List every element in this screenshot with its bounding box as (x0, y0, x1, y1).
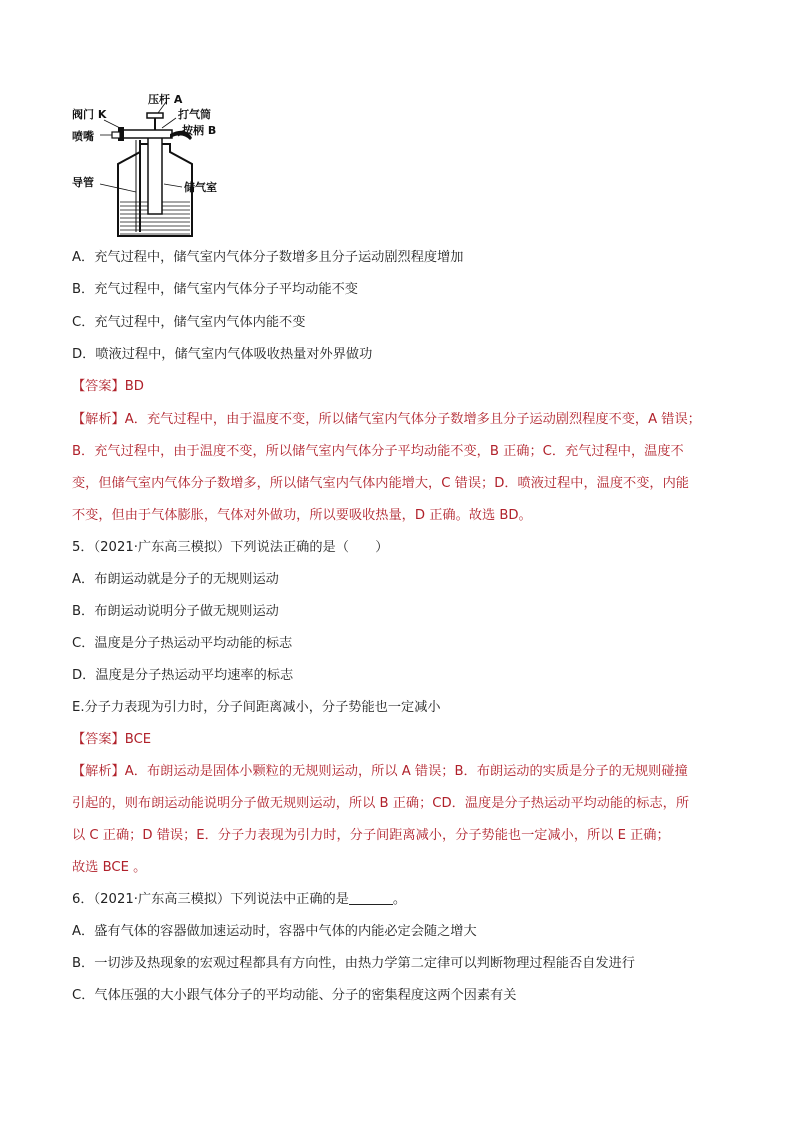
q5-option-b: B．布朗运动说明分子做无规则运动 (72, 604, 279, 619)
label-rod: 压杆 A (148, 93, 183, 106)
analysis-tag: 【解析】 (72, 764, 125, 779)
sprayer-drawing (72, 93, 228, 242)
label-chamber: 储气室 (184, 181, 217, 194)
answer-value: BCE (124, 732, 152, 747)
label-pump: 打气筒 (178, 108, 211, 121)
q4-analysis-line-1: 【解析】A．充气过程中，由于温度不变，所以储气室内气体分子数增多且分子运动剧烈程度不变，A 错误； (72, 412, 701, 427)
answer-blank (349, 890, 393, 905)
q4-option-a: A．充气过程中，储气室内气体分子数增多且分子运动剧烈程度增加 (72, 250, 464, 265)
q4-option-d: D．喷液过程中，储气室内气体吸收热量对外界做功 (72, 347, 373, 362)
q4-analysis-line-4: 不变，但由于气体膨胀，气体对外做功，所以要吸收热量，D 正确。故选 BD。 (72, 508, 532, 523)
analysis-tag: 【解析】 (72, 412, 125, 427)
pump-cylinder (148, 134, 162, 214)
answer-tag: 【答案】 (72, 732, 125, 747)
q5-option-e: E.分子力表现为引力时，分子间距离减小，分子势能也一定减小 (72, 700, 441, 715)
q4-answer (72, 377, 732, 397)
q4-option-c: C．充气过程中，储气室内气体内能不变 (72, 315, 306, 330)
q4-analysis-line-3: 变，但储气室内气体分子数增多，所以储气室内气体内能增大，C 错误；D．喷液过程中，温度不变，内能 (72, 476, 689, 491)
q5-option-c: C．温度是分子热运动平均动能的标志 (72, 636, 293, 651)
nozzle (112, 132, 120, 138)
q4-option-b: B．充气过程中，储气室内气体分子平均动能不变 (72, 282, 358, 297)
q6-option-c: C．气体压强的大小跟气体分子的平均动能、分子的密集程度这两个因素有关 (72, 988, 517, 1003)
q5-analysis-line-2: 引起的，则布朗运动能说明分子做无规则运动，所以 B 正确；CD．温度是分子热运动平均动能的标志，所 (72, 796, 690, 811)
top-head (122, 130, 172, 138)
q6-option-b: B．一切涉及热现象的宏观过程都具有方向性，由热力学第二定律可以判断物理过程能否自发进行 (72, 956, 635, 971)
label-valve: 阀门 K (72, 108, 107, 121)
q5-option-a: A．布朗运动就是分子的无规则运动 (72, 572, 279, 587)
q5-stem: 5．（2021·广东高三模拟）下列说法正确的是（ ） (72, 540, 389, 555)
q6-stem: 6．（2021·广东高三模拟）下列说法中正确的是 。 (72, 892, 407, 907)
sprayer-diagram (72, 93, 228, 242)
label-tube: 导管 (72, 176, 94, 189)
q4-analysis-line-2: B．充气过程中，由于温度不变，所以储气室内气体分子平均动能不变，B 正确；C．充气过程中，温度不 (72, 444, 684, 459)
answer-tag: 【答案】 (72, 379, 125, 394)
label-nozzle: 喷嘴 (72, 130, 94, 143)
q5-option-d: D．温度是分子热运动平均速率的标志 (72, 668, 294, 683)
label-handle: 按柄 B (182, 124, 217, 137)
q6-option-a: A．盛有气体的容器做加速运动时，容器中气体的内能必定会随之增大 (72, 924, 477, 939)
q5-analysis-line-3: 以 C 正确；D 错误；E．分子力表现为引力时，分子间距离减小，分子势能也一定减小，所以 E 正确； (72, 828, 670, 843)
q5-analysis-line-1: 【解析】A．布朗运动是固体小颗粒的无规则运动，所以 A 错误；B．布朗运动的实质是分子的无规则碰撞 (72, 764, 688, 779)
q5-analysis-line-4: 故选 BCE 。 (72, 860, 147, 875)
answer-value: BD (124, 379, 144, 394)
q5-answer (72, 730, 732, 750)
